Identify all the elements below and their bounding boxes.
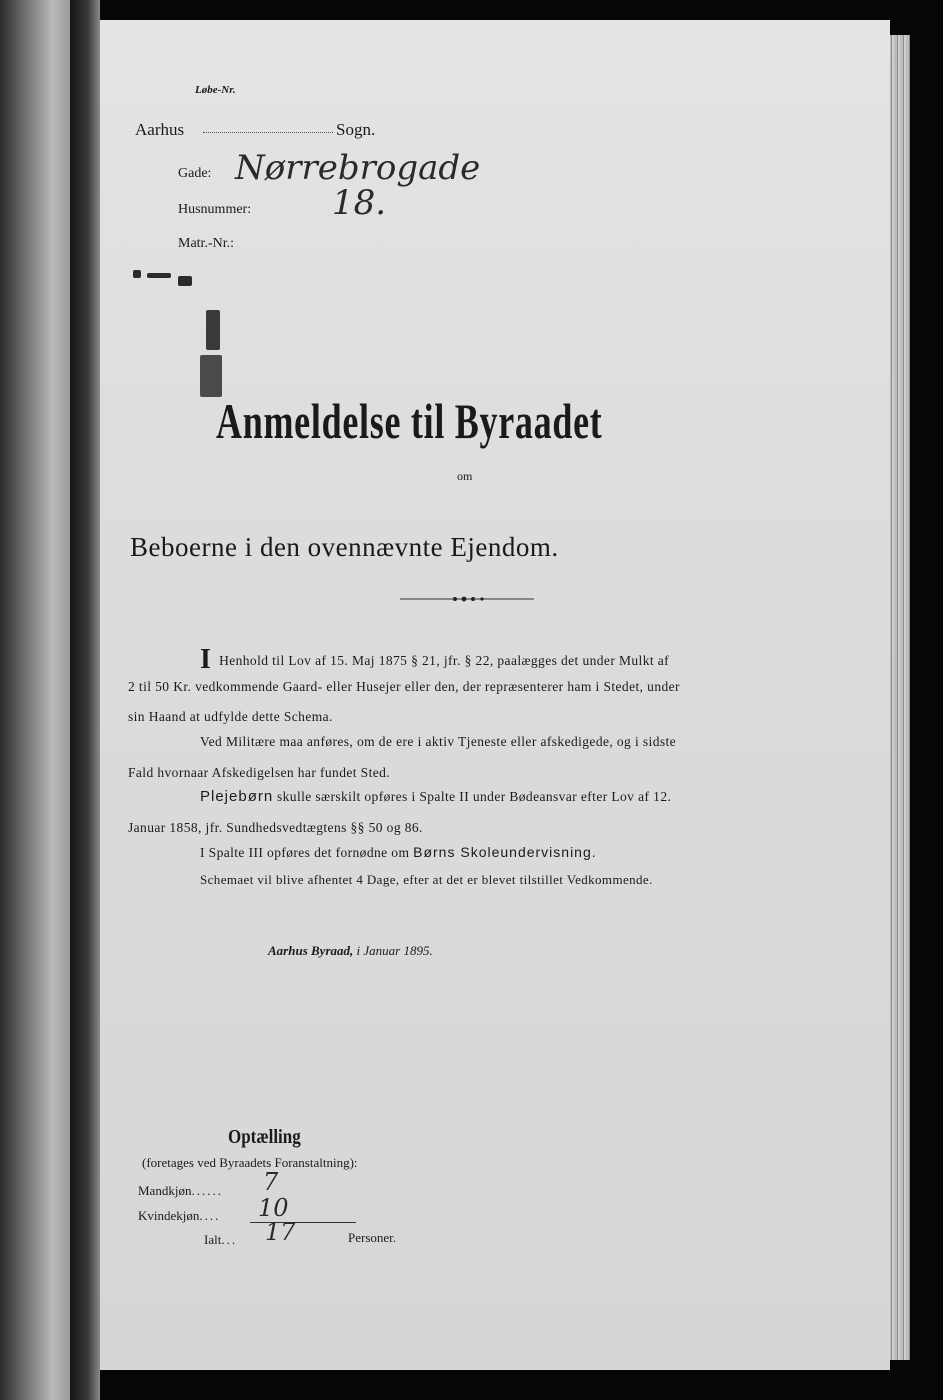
ornament-divider: [400, 596, 534, 602]
document-page: Løbe-Nr. Aarhus Sogn. Gade: Nørrebrogade Husnummer: 18. Matr.-Nr.: Anmeldelse til Byraadet om Beboerne i den ovennævnte Ejendom. I Henhold til Lov af 15. Maj 1875 § 21, jfr. § 22, paalægges det under Mulkt af 2 til 50 Kr. vedkommende Gaard- eller Husejer eller den, der repræsenterer ham i Stedet, under sin Haand at udfylde dette Schema. Ved Militære maa anføres, om de ere i aktiv Tjeneste eller afskedigede, og i sidste Fald hvornaar Afskedigelsen har fundet Sted. Plejebørn skulle særskilt opføres i Spalte II under Bødeansvar efter Lov af 12. Januar 1858, jfr. Sundhedsvedtægtens §§ 50 og 86. I Spalte III opføres det fornødne om Børns Skoleundervisning. Schemaet vil blive afhentet 4 Dage, efter at det er blevet tilstillet Vedkommende. Aarhus Byraad, i Januar 1895. Optælling (foretages ved Byraadets Foranstaltning): Mandkjøn...... 7 Kvindekjøn.... 10 Ialt... 17 Personer.: [100, 20, 890, 1370]
book-gutter: [70, 0, 100, 1400]
city-label: Aarhus: [135, 120, 185, 139]
document-subtitle: Beboerne i den ovennævnte Ejendom.: [130, 532, 559, 562]
count-heading: Optælling: [228, 1126, 301, 1148]
ink-smudge: [147, 273, 171, 278]
paragraph-2-line-1: Ved Militære maa anføres, om de ere i aktiv Tjeneste eller afskedigede, og i sidste: [200, 734, 677, 749]
left-page-edge: [0, 0, 70, 1400]
male-count-handwritten: 7: [263, 1168, 279, 1196]
paragraph-1-line-3: sin Haand at udfylde dette Schema.: [128, 709, 333, 724]
paragraph-1-line-2: 2 til 50 Kr. vedkommende Gaard- eller Husejer eller den, der repræsenterer ham i Stedet, under: [128, 679, 680, 694]
om-text: om: [457, 469, 473, 483]
ink-smudge: [178, 276, 192, 286]
ink-smudge: [133, 270, 141, 278]
ink-smudge: [200, 355, 222, 397]
female-count-handwritten: 10: [258, 1194, 289, 1222]
persons-label: Personer.: [348, 1230, 397, 1245]
matr-label: Matr.-Nr.:: [178, 236, 234, 251]
paragraph-3-line-1: skulle særskilt opføres i Spalte II under Bødeansvar efter Lov af 12.: [276, 789, 672, 804]
paragraph-5: Schemaet vil blive afhentet 4 Dage, efter at det er blevet tilstillet Vedkommende.: [200, 872, 653, 887]
paragraph-2-line-2: Fald hvornaar Afskedigelsen har fundet Sted.: [128, 765, 391, 780]
gade-handwritten-value: Nørrebrogade: [235, 148, 481, 188]
husnummer-handwritten-value: 18.: [332, 183, 387, 223]
paragraph-1-line-1: Henhold til Lov af 15. Maj 1875 § 21, jfr. § 22, paalægges det under Mulkt af: [219, 653, 670, 668]
paragraph-4-line-1: I Spalte III opføres det fornødne om: [200, 845, 410, 860]
husnummer-label: Husnummer:: [178, 202, 252, 217]
page-stack-edge: [888, 35, 910, 1360]
female-label: Kvindekjøn: [138, 1208, 200, 1223]
signature-org: Aarhus Byraad,: [268, 943, 354, 958]
paragraph-drop-cap: I: [200, 644, 212, 675]
sogn-label: Sogn.: [336, 120, 376, 139]
document-title: Anmeldelse til Byraadet: [216, 393, 603, 449]
gade-label: Gade:: [178, 166, 212, 181]
count-note: (foretages ved Byraadets Foranstaltning):: [142, 1155, 358, 1170]
male-label: Mandkjøn: [138, 1183, 192, 1198]
plejeborn-lead: Plejebørn: [200, 788, 274, 805]
total-label: Ialt: [204, 1232, 222, 1247]
paragraph-3-line-2: Januar 1858, jfr. Sundhedsvedtægtens §§ 50 og 86.: [128, 820, 423, 835]
loebe-nr-label: Løbe-Nr.: [195, 84, 236, 96]
ink-smudge: [206, 310, 220, 350]
total-count-handwritten: 17: [265, 1218, 296, 1246]
sogn-dotted-line: [203, 132, 333, 133]
paragraph-4-emphasis: Børns Skoleundervisning.: [413, 844, 597, 860]
signature-date: i Januar 1895.: [356, 943, 433, 958]
